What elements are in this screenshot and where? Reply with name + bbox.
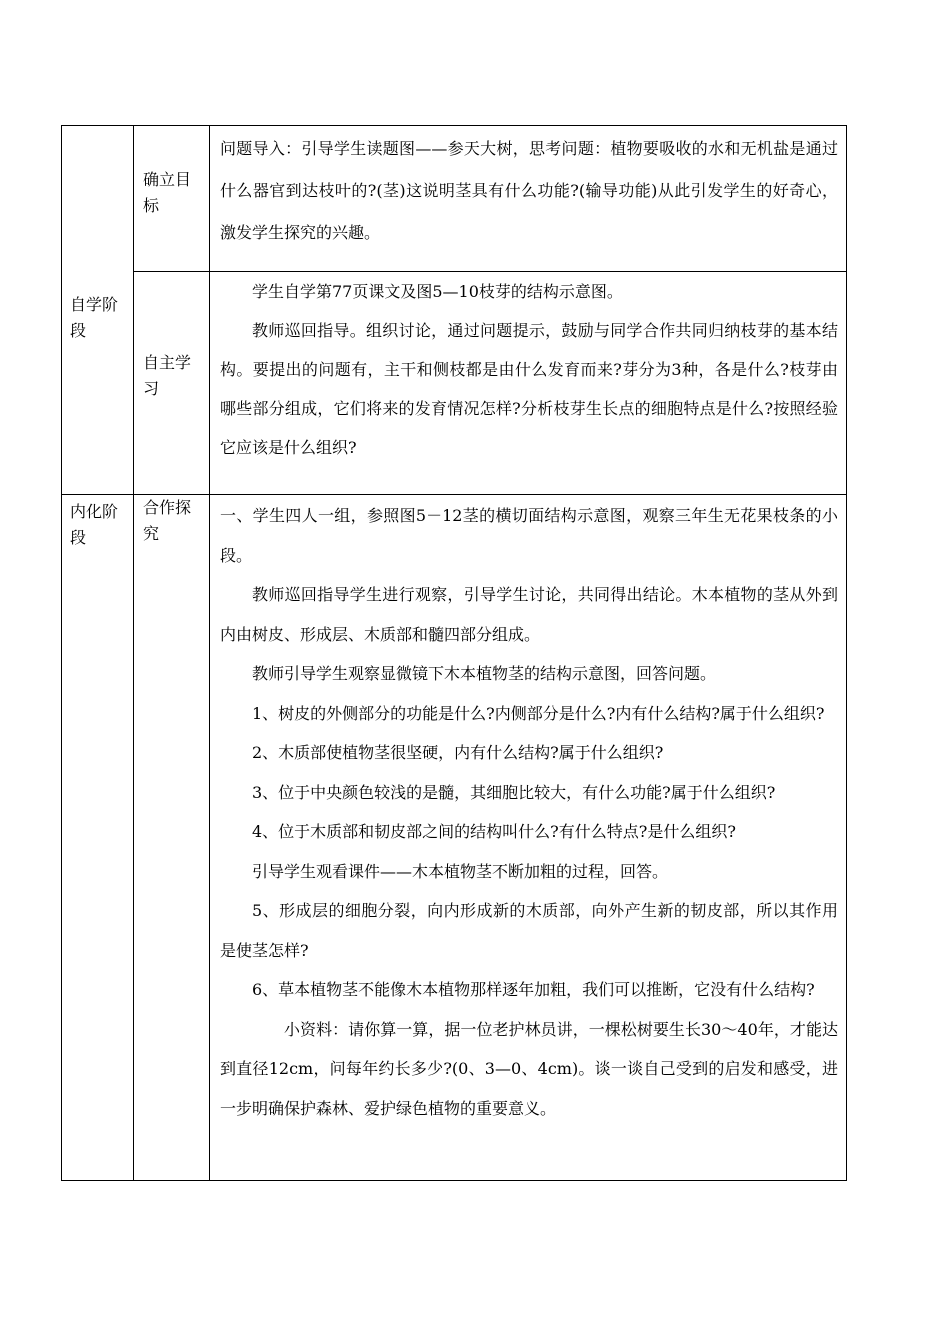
sub-label-self-study: 自主学习 <box>143 353 192 398</box>
coop-paragraph-3: 教师引导学生观察显微镜下木本植物茎的结构示意图，回答问题。 <box>252 664 717 683</box>
coop-question-1: 1、树皮的外侧部分的功能是什么?内侧部分是什么?内有什么结构?属于什么组织? <box>252 703 825 723</box>
content-cell-cooperate <box>210 495 847 1181</box>
coop-question-4: 4、位于木质部和韧皮部之间的结构叫什么?有什么特点?是什么组织? <box>252 822 736 841</box>
stage-cell-self <box>62 126 134 495</box>
coop-question-2: 2、木质部使植物茎很坚硬，内有什么结构?属于什么组织? <box>252 743 664 762</box>
goal-paragraph: 问题导入：引导学生读题图——参天大树，思考问题：植物要吸收的水和无机盐是通过什么器官到达枝叶的?(茎)这说明茎具有什么功能?(输导功能)从此引发学生的好奇心，激发学生探究的兴趣。 <box>220 139 838 242</box>
sub-label-cooperate: 合作探究 <box>143 498 192 543</box>
coop-question-5: 5、形成层的细胞分裂，向内形成新的木质部，向外产生新的韧皮部，所以其作用是使茎怎样? <box>220 901 838 960</box>
stage-label-self: 自学阶段 <box>70 295 119 340</box>
row-cooperate <box>62 495 847 1181</box>
coop-paragraph-2: 教师巡回指导学生进行观察，引导学生讨论，共同得出结论。木本植物的茎从外到内由树皮、形成层、木质部和髓四部分组成。 <box>220 585 838 644</box>
coop-paragraph-4: 引导学生观看课件——木本植物茎不断加粗的过程，回答。 <box>252 861 669 881</box>
coop-note: 小资料：请你算一算，据一位老护林员讲，一棵松树要生长30～40年，才能达到直径12cm，问每年约长多少?(0、3—0、4cm)。谈一谈自己受到的启发和感受，进一步明确保护森林、爱护绿色植物的重要意义。 <box>220 1019 838 1118</box>
sub-cell-self-study <box>134 272 210 495</box>
self-study-paragraph-2: 教师巡回指导。组织讨论，通过问题提示，鼓励与同学合作共同归纳枝芽的基本结构。要提出的问题有，主干和侧枝都是由什么发育而来?芽分为3种，各是什么?枝芽由哪些部分组成，它们将来的发育情况怎样?分析枝芽生长点的细胞特点是什么?按照经验它应该是什么组织? <box>220 321 838 457</box>
self-study-paragraph-1: 学生自学第77页课文及图5—10枝芽的结构示意图。 <box>252 282 623 301</box>
stage-cell-internal <box>62 495 134 1181</box>
coop-question-3: 3、位于中央颜色较浅的是髓，其细胞比较大，有什么功能?属于什么组织? <box>252 782 776 802</box>
sub-cell-goal <box>134 126 210 272</box>
stage-label-internal: 内化阶段 <box>70 502 119 547</box>
row-self-study <box>62 272 847 495</box>
content-cell-self-study <box>210 272 847 495</box>
row-goal <box>62 126 847 272</box>
lesson-plan-table <box>61 125 847 1181</box>
content-cell-goal <box>210 126 847 272</box>
sub-label-goal: 确立目标 <box>143 170 192 215</box>
coop-paragraph-1: 一、学生四人一组，参照图5－12茎的横切面结构示意图，观察三年生无花果枝条的小段。 <box>220 506 838 565</box>
sub-cell-cooperate <box>134 495 210 1181</box>
coop-question-6: 6、草本植物茎不能像木本植物那样逐年加粗，我们可以推断，它没有什么结构? <box>252 980 815 999</box>
